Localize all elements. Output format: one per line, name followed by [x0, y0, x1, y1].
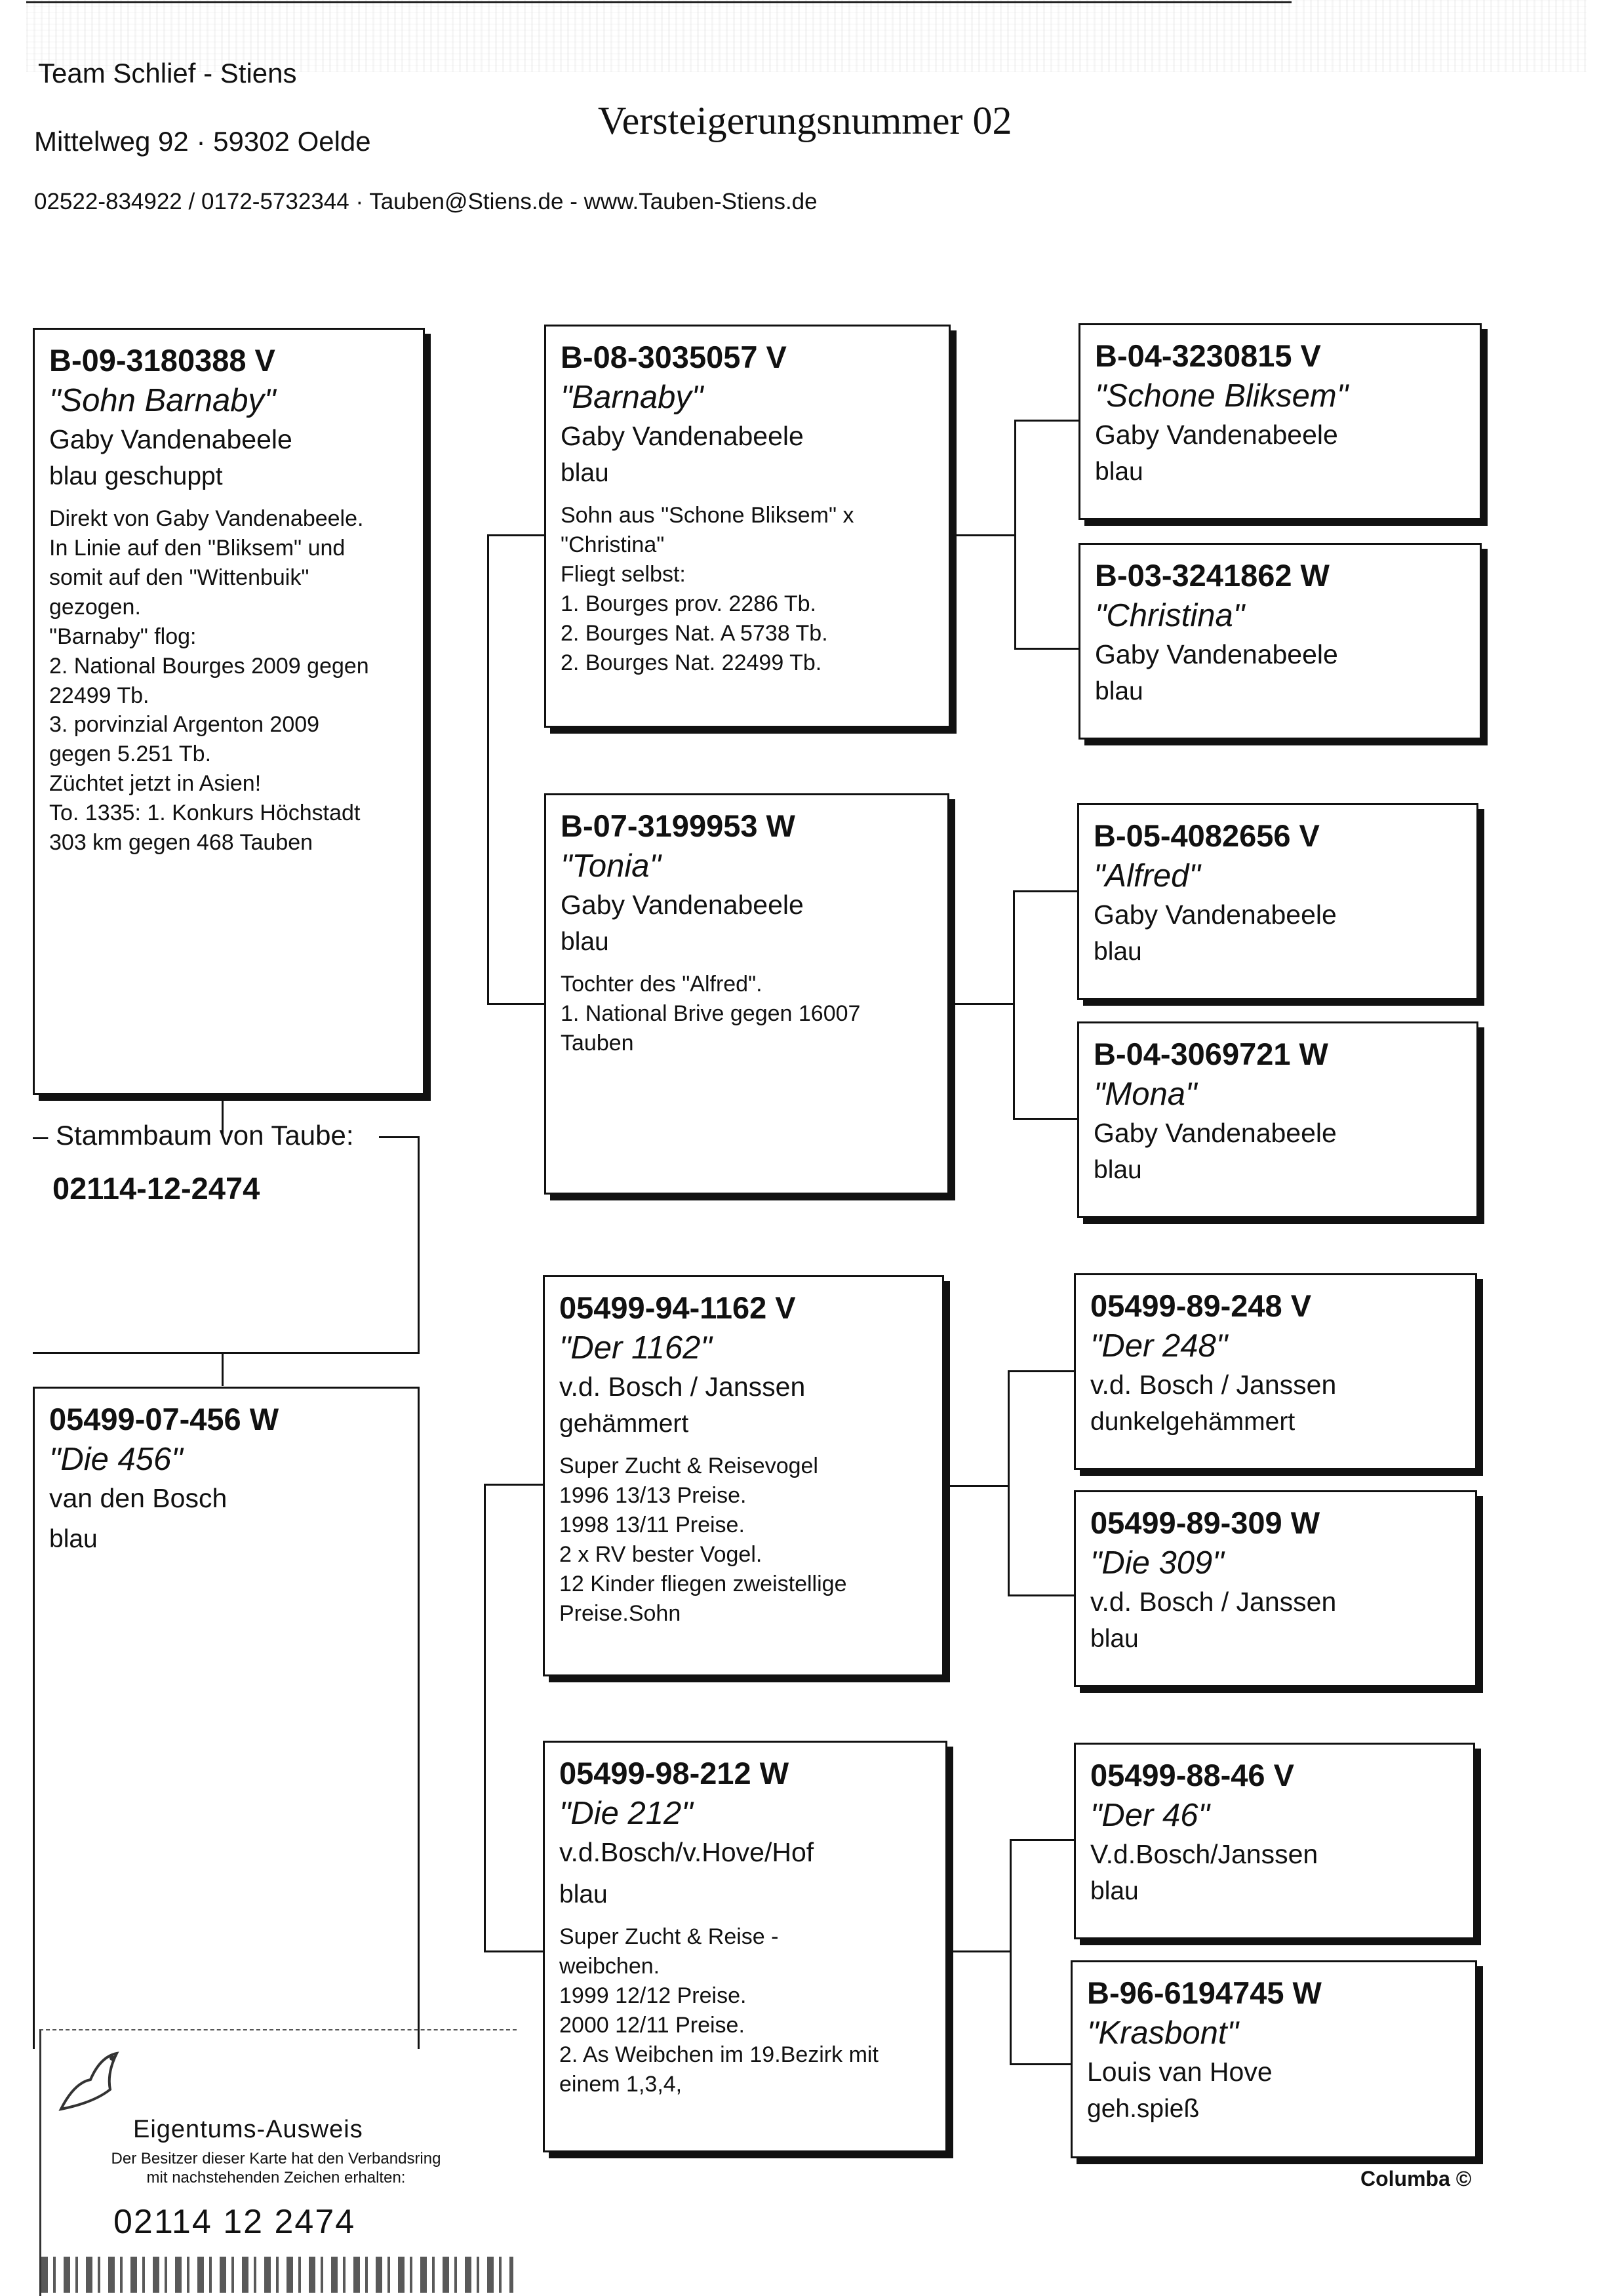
stamp-number: 02114 12 2474 — [113, 2203, 356, 2241]
fmf-ring: B-05-4082656 V — [1094, 818, 1320, 853]
connector — [484, 1950, 543, 1952]
ffm-card — [1078, 543, 1482, 740]
father-notes: Direkt von Gaby Vandenabeele. In Linie auf den "Bliksem" und somit auf den "Wittenbuik" gezogen. "Barnaby" flog: 2. National Bourges 2009 gegen 22499 Tb. 3. porvinzial Argenton 2009 gegen 5.251 Tb. Züchtet jetzt in Asien! To. 1335: 1. Konkurs Höchstadt 303 km gegen 468 Tauben — [49, 506, 369, 855]
mother-name: "Die 456" — [49, 1441, 183, 1477]
mother-color: blau — [49, 1524, 98, 1553]
mf-name: "Der 1162" — [559, 1330, 712, 1366]
mff-name: "Der 248" — [1090, 1328, 1228, 1364]
mff-color: dunkelgehämmert — [1090, 1407, 1296, 1436]
mfm-ring: 05499-89-309 W — [1090, 1505, 1320, 1540]
fff-name: "Schone Bliksem" — [1095, 378, 1349, 414]
mmm-card — [1071, 1960, 1477, 2158]
team-name: Team Schlief - Stiens — [38, 58, 297, 89]
fff-card — [1078, 323, 1482, 520]
contact-line: 02522-834922 / 0172-5732344 · Tauben@Stiens.de - www.Tauben-Stiens.de — [34, 189, 818, 214]
connector — [33, 1352, 420, 1354]
mmf-name: "Der 46" — [1090, 1797, 1210, 1833]
mf-color: gehämmert — [559, 1409, 689, 1438]
grandmother-paternal-card — [544, 793, 949, 1195]
mmm-color: geh.spieß — [1087, 2094, 1200, 2123]
mm-color: blau — [559, 1880, 608, 1909]
mff-ring: 05499-89-248 V — [1090, 1288, 1312, 1323]
mf-breeder: v.d. Bosch / Janssen — [559, 1372, 806, 1402]
connector — [1014, 420, 1080, 422]
connector — [484, 1484, 486, 1952]
ffm-ring: B-03-3241862 W — [1095, 558, 1330, 593]
ffm-name: "Christina" — [1095, 597, 1245, 633]
address: Mittelweg 92 · 59302 Oelde — [34, 126, 371, 157]
mm-ring: 05499-98-212 W — [559, 1756, 789, 1791]
mf-notes: Super Zucht & Reisevogel 1996 13/13 Preise. 1998 13/11 Preise. 2 x RV bester Vogel. 12 Kinder fliegen zweistellige Preise.Sohn — [559, 1454, 847, 1626]
top-rule — [26, 1, 1292, 3]
ff-notes: Sohn aus "Schone Bliksem" x "Christina" Fliegt selbst: 1. Bourges prov. 2286 Tb. 2. Bourges Nat. A 5738 Tb. 2. Bourges Nat. 22499 Tb. — [561, 503, 854, 675]
fff-ring: B-04-3230815 V — [1095, 338, 1321, 373]
mmf-color: blau — [1090, 1876, 1139, 1905]
brand-label: Columba © — [1360, 2167, 1472, 2190]
connector — [1013, 890, 1015, 1120]
connector — [418, 1136, 420, 1353]
fmf-card — [1077, 803, 1478, 1000]
connector — [951, 534, 1016, 536]
pedigree-number: 02114-12-2474 — [52, 1171, 260, 1206]
father-card — [33, 328, 425, 1095]
mother-card — [33, 1387, 420, 2049]
mm-notes: Super Zucht & Reise - weibchen. 1999 12/12 Preise. 2000 12/11 Preise. 2. As Weibchen im 19.Bezirk mit einem 1,3,4, — [559, 1924, 879, 2097]
connector — [487, 1003, 545, 1005]
ff-breeder: Gaby Vandenabeele — [561, 421, 804, 452]
connector — [379, 1136, 420, 1138]
mmm-ring: B-96-6194745 W — [1087, 1975, 1322, 2010]
mmf-ring: 05499-88-46 V — [1090, 1758, 1294, 1792]
connector — [1010, 1839, 1075, 1841]
fmm-breeder: Gaby Vandenabeele — [1094, 1118, 1337, 1149]
mfm-color: blau — [1090, 1624, 1139, 1653]
connector — [487, 534, 545, 536]
ff-name: "Barnaby" — [561, 379, 703, 415]
father-name: "Sohn Barnaby" — [49, 382, 276, 418]
fmf-name: "Alfred" — [1094, 858, 1200, 894]
ownership-stamp — [39, 2029, 517, 2296]
mm-name: "Die 212" — [559, 1795, 693, 1831]
stamp-title: Eigentums-Ausweis — [133, 2116, 363, 2143]
mfm-breeder: v.d. Bosch / Janssen — [1090, 1587, 1337, 1617]
ff-ring: B-08-3035057 V — [561, 340, 787, 374]
fm-color: blau — [561, 927, 609, 956]
connector — [487, 534, 489, 1005]
connector — [951, 1003, 1015, 1005]
connector — [1010, 2063, 1075, 2065]
connector — [1008, 1370, 1075, 1372]
father-ring: B-09-3180388 V — [49, 343, 275, 378]
connector — [1008, 1370, 1010, 1596]
ffm-color: blau — [1095, 677, 1143, 705]
grandfather-maternal-card — [543, 1275, 944, 1676]
fff-breeder: Gaby Vandenabeele — [1095, 420, 1338, 450]
fmm-color: blau — [1094, 1155, 1142, 1184]
connector — [1014, 420, 1016, 649]
stamp-border-pattern — [41, 2257, 513, 2293]
grandfather-paternal-card — [544, 325, 951, 728]
connector — [1013, 890, 1078, 892]
father-breeder: Gaby Vandenabeele — [49, 424, 292, 455]
grandmother-maternal-card — [543, 1741, 947, 2152]
mmm-name: "Krasbont" — [1087, 2015, 1238, 2051]
fmf-color: blau — [1094, 937, 1142, 966]
page-title: Versteigerungsnummer 02 — [598, 99, 1012, 142]
mother-ring: 05499-07-456 W — [49, 1402, 279, 1436]
fmm-card — [1077, 1021, 1478, 1218]
mmf-breeder: V.d.Bosch/Janssen — [1090, 1839, 1318, 1870]
mm-breeder: v.d.Bosch/v.Hove/Hof — [559, 1837, 814, 1868]
connector — [947, 1950, 1011, 1952]
stamp-text: Der Besitzer dieser Karte hat den Verbandsring mit nachstehenden Zeichen erhalten: — [111, 2150, 441, 2187]
mfm-card — [1074, 1490, 1477, 1687]
ffm-breeder: Gaby Vandenabeele — [1095, 639, 1338, 670]
pigeon-logo-icon — [54, 2044, 127, 2122]
fmf-breeder: Gaby Vandenabeele — [1094, 900, 1337, 930]
fmm-name: "Mona" — [1094, 1076, 1197, 1112]
connector — [1008, 1594, 1075, 1596]
mmf-card — [1074, 1743, 1475, 1939]
connector — [1013, 1118, 1078, 1120]
connector — [222, 1352, 224, 1386]
fm-ring: B-07-3199953 W — [561, 808, 795, 843]
fm-name: "Tonia" — [561, 848, 661, 884]
connector — [944, 1485, 1010, 1487]
ff-color: blau — [561, 458, 609, 487]
fm-notes: Tochter des "Alfred". 1. National Brive gegen 16007 Tauben — [561, 972, 861, 1056]
mf-ring: 05499-94-1162 V — [559, 1290, 796, 1325]
father-color: blau geschuppt — [49, 462, 223, 490]
mother-breeder: van den Bosch — [49, 1483, 227, 1514]
connector — [1014, 648, 1080, 650]
pedigree-label: – Stammbaum von Taube: — [33, 1120, 354, 1151]
mff-breeder: v.d. Bosch / Janssen — [1090, 1370, 1337, 1400]
connector — [1010, 1839, 1012, 2065]
mff-card — [1074, 1273, 1477, 1470]
connector — [484, 1484, 543, 1486]
mfm-name: "Die 309" — [1090, 1545, 1224, 1581]
mmm-breeder: Louis van Hove — [1087, 2057, 1273, 2088]
fm-breeder: Gaby Vandenabeele — [561, 890, 804, 920]
fff-color: blau — [1095, 457, 1143, 486]
fmm-ring: B-04-3069721 W — [1094, 1037, 1328, 1071]
